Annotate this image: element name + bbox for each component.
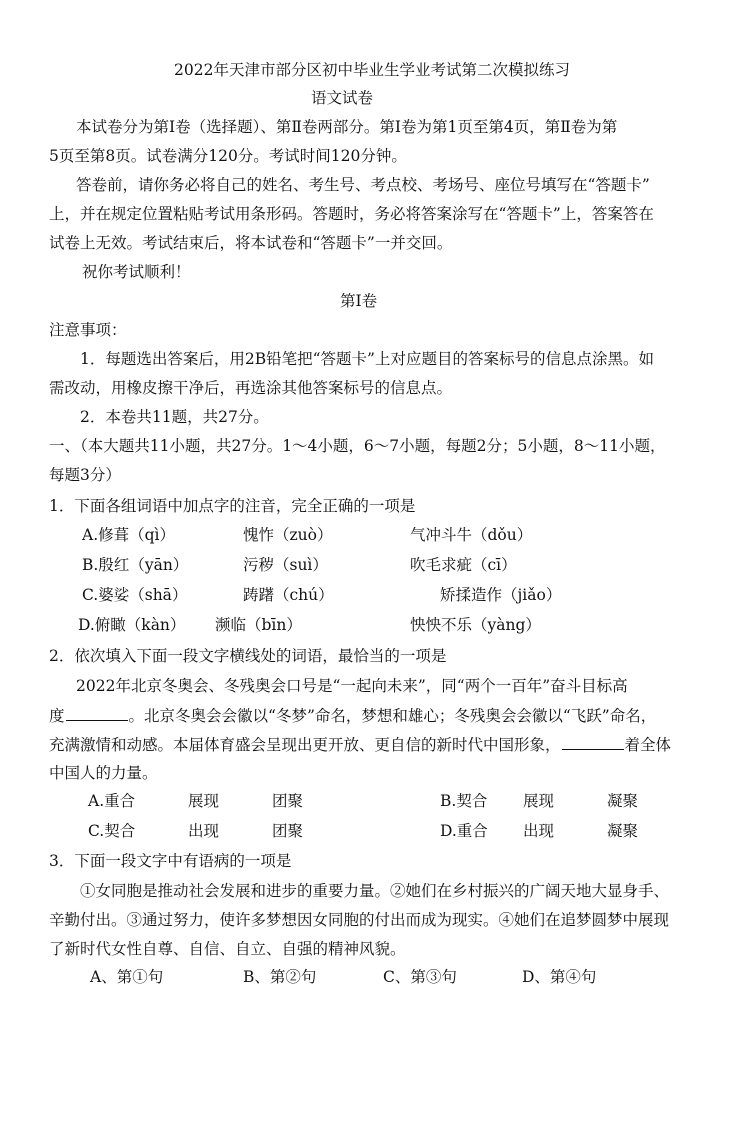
intro-line: 答卷前，请你务必将自己的姓名、考生号、考点校、考场号、座位号填写在“答题卡” [76, 176, 650, 194]
option-word: 出现 [188, 822, 220, 840]
option-word: 污秽（suì） [243, 556, 328, 574]
option-word: 吹毛求疵（cī） [410, 556, 517, 574]
option-word: 怏怏不乐（yàng） [410, 616, 541, 634]
notes-label: 注意事项： [49, 321, 127, 339]
option-word: B.契合 [440, 792, 488, 810]
intro-line: 本试卷分为第Ⅰ卷（选择题）、第Ⅱ卷两部分。第Ⅰ卷为第1页至第4页，第Ⅱ卷为第 [76, 118, 618, 136]
option-word: A、第①句 [90, 968, 164, 986]
fill-blank [66, 704, 128, 721]
intro-line: 上，并在规定位置粘贴考试用条形码。答题时，务必将答案涂写在“答题卡”上，答案答在 [49, 205, 654, 223]
note-line: 1．每题选出答案后，用2B铅笔把“答题卡”上对应题目的答案标号的信息点涂黑。如 [80, 350, 654, 368]
option-word: D.俯瞰（kàn） [78, 616, 186, 634]
option-word: 展现 [188, 792, 220, 810]
question-stem: 2．依次填入下面一段文字横线处的词语，最恰当的一项是 [49, 647, 447, 665]
option-word: 矫揉造作（jiǎo） [440, 586, 562, 604]
option-word: C.婆娑（shā） [82, 586, 188, 604]
option-word: B.殷红（yān） [82, 556, 189, 574]
option-word: A.修葺（qì） [82, 526, 176, 544]
exam-subtitle: 语文试卷 [311, 89, 374, 107]
exam-title: 2022年天津市部分区初中毕业生学业考试第二次模拟练习 [174, 61, 570, 79]
option-word: 展现 [523, 792, 555, 810]
option-word: C、第③句 [383, 968, 457, 986]
passage-line: 2022年北京冬奥会、冬残奥会口号是“一起向未来”，同“两个一百年”奋斗目标高 [76, 677, 628, 695]
passage-text: 度 [49, 707, 65, 725]
section-heading: 第Ⅰ卷 [340, 292, 378, 310]
option-word: C.契合 [88, 822, 136, 840]
part-instruction: 一、（本大题共11小题，共27分。1～4小题，6～7小题，每题2分；5小题，8～11小题， [49, 437, 666, 455]
fill-blank [562, 733, 624, 750]
intro-line: 试卷上无效。考试结束后，将本试卷和“答题卡”一并交回。 [49, 234, 453, 252]
option-word: 出现 [523, 822, 555, 840]
option-word: B、第②句 [243, 968, 317, 986]
passage-text: 着全体 [624, 736, 672, 754]
passage-text: 。北京冬奥会会徽以“冬梦”命名，梦想和雄心；冬残奥会会徽以“飞跃”命名， [128, 707, 657, 725]
option-word: 踌躇（chú） [243, 586, 334, 604]
passage-line: 中国人的力量。 [49, 764, 158, 782]
passage-line: ①女同胞是推动社会发展和进步的重要力量。②她们在乡村振兴的广阔天地大显身手、 [80, 882, 670, 900]
passage-line [49, 704, 656, 727]
note-line: 需改动，用橡皮擦干净后，再选涂其他答案标号的信息点。 [49, 379, 453, 397]
part-instruction: 每题3分） [49, 466, 121, 484]
passage-text: 充满激情和动感。本届体育盛会呈现出更开放、更自信的新时代中国形象， [49, 736, 561, 754]
option-word: 凝聚 [607, 792, 639, 810]
passage-line: 了新时代女性自尊、自信、自立、自强的精神风貌。 [49, 940, 406, 958]
option-word: 团聚 [272, 792, 304, 810]
question-stem: 1．下面各组词语中加点字的注音，完全正确的一项是 [49, 497, 416, 515]
option-word: 濒临（bīn） [215, 616, 302, 634]
option-word: D、第④句 [522, 968, 597, 986]
option-word: 团聚 [272, 822, 304, 840]
note-line: 2．本卷共11题，共27分。 [80, 408, 269, 426]
option-word: 凝聚 [607, 822, 639, 840]
passage-line: 辛勤付出。③通过努力，使许多梦想因女同胞的付出而成为现实。④她们在追梦圆梦中展现 [49, 911, 670, 929]
option-word: D.重合 [440, 822, 488, 840]
option-word: A.重合 [88, 792, 136, 810]
passage-line [49, 733, 671, 756]
option-word: 愧怍（zuò） [243, 526, 333, 544]
option-word: 气冲斗牛（dǒu） [410, 526, 533, 544]
question-stem: 3．下面一段文字中有语病的一项是 [49, 852, 292, 870]
intro-line: 5页至第8页。试卷满分120分。考试时间120分钟。 [49, 147, 407, 165]
wish-line: 祝你考试顺利！ [82, 263, 191, 281]
